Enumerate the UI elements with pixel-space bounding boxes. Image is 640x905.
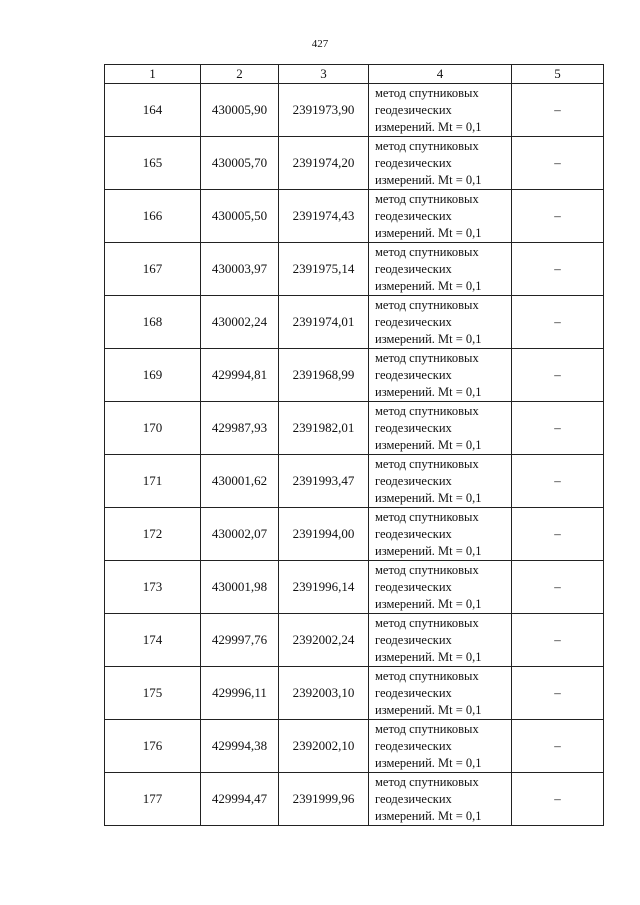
point-number-cell: 171 — [105, 455, 201, 508]
point-number-cell: 177 — [105, 773, 201, 826]
x-coordinate-cell: 430002,24 — [201, 296, 279, 349]
x-coordinate-cell: 430005,70 — [201, 137, 279, 190]
note-cell: – — [512, 720, 604, 773]
header-col-1: 1 — [105, 65, 201, 84]
header-col-5: 5 — [512, 65, 604, 84]
method-line: измерений. Mt = 0,1 — [375, 490, 482, 505]
method-cell — [369, 508, 512, 561]
method-line: метод спутниковых — [375, 509, 479, 524]
method-line: метод спутниковых — [375, 774, 479, 789]
method-line: метод спутниковых — [375, 562, 479, 577]
table-row — [105, 773, 604, 826]
method-line: геодезических — [375, 367, 452, 382]
method-line: геодезических — [375, 632, 452, 647]
x-coordinate-cell: 430005,90 — [201, 84, 279, 137]
x-coordinate-cell: 429997,76 — [201, 614, 279, 667]
method-cell — [369, 349, 512, 402]
method-line: метод спутниковых — [375, 403, 479, 418]
note-cell: – — [512, 508, 604, 561]
y-coordinate-cell: 2391975,14 — [279, 243, 369, 296]
method-line: измерений. Mt = 0,1 — [375, 119, 482, 134]
method-line: метод спутниковых — [375, 615, 479, 630]
method-line: геодезических — [375, 791, 452, 806]
table-row — [105, 455, 604, 508]
method-line: геодезических — [375, 314, 452, 329]
y-coordinate-cell: 2391993,47 — [279, 455, 369, 508]
method-line: измерений. Mt = 0,1 — [375, 278, 482, 293]
method-line: метод спутниковых — [375, 85, 479, 100]
x-coordinate-cell: 429994,38 — [201, 720, 279, 773]
method-line: измерений. Mt = 0,1 — [375, 755, 482, 770]
x-coordinate-cell: 429994,47 — [201, 773, 279, 826]
header-row — [105, 65, 604, 84]
y-coordinate-cell: 2391996,14 — [279, 561, 369, 614]
note-cell: – — [512, 190, 604, 243]
method-line: метод спутниковых — [375, 191, 479, 206]
table-row — [105, 720, 604, 773]
method-line: измерений. Mt = 0,1 — [375, 437, 482, 452]
method-line: измерений. Mt = 0,1 — [375, 384, 482, 399]
table-row — [105, 508, 604, 561]
point-number-cell: 166 — [105, 190, 201, 243]
method-line: геодезических — [375, 420, 452, 435]
y-coordinate-cell: 2391974,01 — [279, 296, 369, 349]
table-row — [105, 614, 604, 667]
note-cell: – — [512, 137, 604, 190]
method-line: метод спутниковых — [375, 138, 479, 153]
method-line: измерений. Mt = 0,1 — [375, 649, 482, 664]
method-cell — [369, 402, 512, 455]
x-coordinate-cell: 430003,97 — [201, 243, 279, 296]
method-line: метод спутниковых — [375, 721, 479, 736]
note-cell: – — [512, 296, 604, 349]
method-line: геодезических — [375, 579, 452, 594]
table-row — [105, 402, 604, 455]
y-coordinate-cell: 2392003,10 — [279, 667, 369, 720]
method-cell — [369, 667, 512, 720]
y-coordinate-cell: 2391974,20 — [279, 137, 369, 190]
method-line: геодезических — [375, 526, 452, 541]
point-number-cell: 174 — [105, 614, 201, 667]
y-coordinate-cell: 2391982,01 — [279, 402, 369, 455]
y-coordinate-cell: 2391999,96 — [279, 773, 369, 826]
method-line: геодезических — [375, 208, 452, 223]
method-cell — [369, 561, 512, 614]
method-line: измерений. Mt = 0,1 — [375, 172, 482, 187]
y-coordinate-cell: 2392002,24 — [279, 614, 369, 667]
x-coordinate-cell: 430001,98 — [201, 561, 279, 614]
method-line: метод спутниковых — [375, 350, 479, 365]
x-coordinate-cell: 430002,07 — [201, 508, 279, 561]
method-cell — [369, 137, 512, 190]
point-number-cell: 170 — [105, 402, 201, 455]
table-row — [105, 137, 604, 190]
note-cell: – — [512, 349, 604, 402]
method-cell — [369, 243, 512, 296]
x-coordinate-cell: 430005,50 — [201, 190, 279, 243]
method-cell — [369, 296, 512, 349]
y-coordinate-cell: 2392002,10 — [279, 720, 369, 773]
y-coordinate-cell: 2391994,00 — [279, 508, 369, 561]
table-row — [105, 84, 604, 137]
table-row — [105, 243, 604, 296]
note-cell: – — [512, 773, 604, 826]
method-cell — [369, 720, 512, 773]
note-cell: – — [512, 402, 604, 455]
method-cell — [369, 190, 512, 243]
point-number-cell: 176 — [105, 720, 201, 773]
note-cell: – — [512, 243, 604, 296]
table-row — [105, 296, 604, 349]
coordinates-table — [104, 64, 604, 826]
method-line: геодезических — [375, 155, 452, 170]
point-number-cell: 164 — [105, 84, 201, 137]
method-cell — [369, 773, 512, 826]
y-coordinate-cell: 2391973,90 — [279, 84, 369, 137]
method-line: метод спутниковых — [375, 456, 479, 471]
method-line: измерений. Mt = 0,1 — [375, 331, 482, 346]
page-number: 427 — [311, 38, 329, 50]
method-line: геодезических — [375, 738, 452, 753]
point-number-cell: 173 — [105, 561, 201, 614]
point-number-cell: 175 — [105, 667, 201, 720]
header-col-3: 3 — [279, 65, 369, 84]
method-line: геодезических — [375, 473, 452, 488]
method-line: измерений. Mt = 0,1 — [375, 225, 482, 240]
method-line: измерений. Mt = 0,1 — [375, 543, 482, 558]
method-line: геодезических — [375, 261, 452, 276]
method-line: метод спутниковых — [375, 244, 479, 259]
table-row — [105, 349, 604, 402]
point-number-cell: 172 — [105, 508, 201, 561]
x-coordinate-cell: 429987,93 — [201, 402, 279, 455]
x-coordinate-cell: 430001,62 — [201, 455, 279, 508]
method-line: измерений. Mt = 0,1 — [375, 808, 482, 823]
y-coordinate-cell: 2391968,99 — [279, 349, 369, 402]
method-line: метод спутниковых — [375, 668, 479, 683]
note-cell: – — [512, 614, 604, 667]
method-cell — [369, 455, 512, 508]
x-coordinate-cell: 429994,81 — [201, 349, 279, 402]
point-number-cell: 165 — [105, 137, 201, 190]
point-number-cell: 167 — [105, 243, 201, 296]
table-row — [105, 561, 604, 614]
note-cell: – — [512, 84, 604, 137]
method-line: метод спутниковых — [375, 297, 479, 312]
method-cell — [369, 84, 512, 137]
table-row — [105, 667, 604, 720]
method-line: измерений. Mt = 0,1 — [375, 702, 482, 717]
note-cell: – — [512, 667, 604, 720]
point-number-cell: 168 — [105, 296, 201, 349]
header-col-4: 4 — [369, 65, 512, 84]
note-cell: – — [512, 455, 604, 508]
table-row — [105, 190, 604, 243]
header-col-2: 2 — [201, 65, 279, 84]
method-line: геодезических — [375, 685, 452, 700]
point-number-cell: 169 — [105, 349, 201, 402]
y-coordinate-cell: 2391974,43 — [279, 190, 369, 243]
method-line: измерений. Mt = 0,1 — [375, 596, 482, 611]
note-cell: – — [512, 561, 604, 614]
method-line: геодезических — [375, 102, 452, 117]
x-coordinate-cell: 429996,11 — [201, 667, 279, 720]
method-cell — [369, 614, 512, 667]
